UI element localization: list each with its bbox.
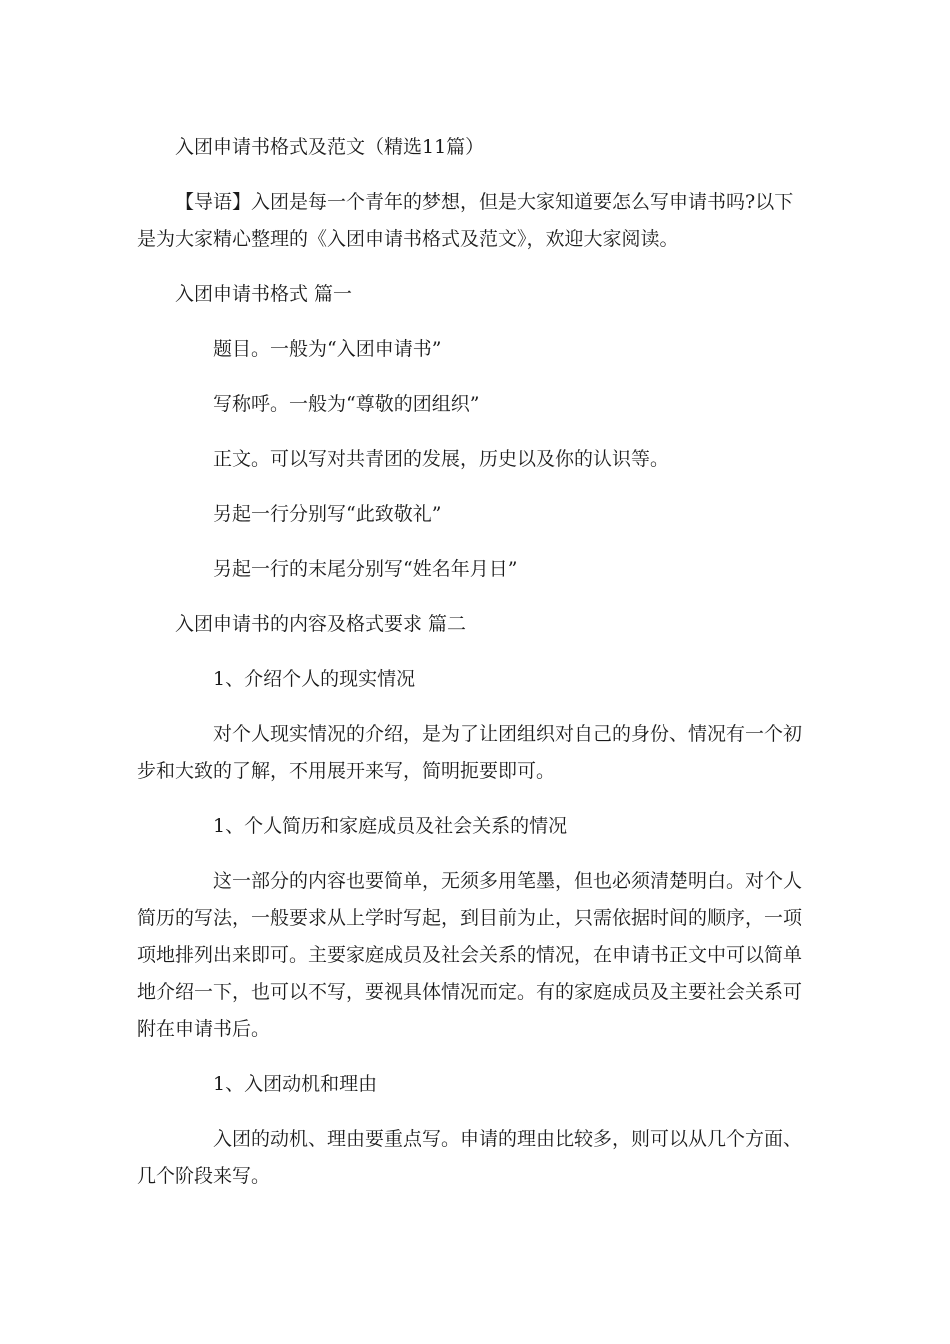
subsection-title: 1、个人简历和家庭成员及社会关系的情况 xyxy=(213,815,568,837)
section1-item: 另起一行分别写“此致敬礼” xyxy=(213,503,442,525)
subsection-title: 1、介绍个人的现实情况 xyxy=(213,668,416,690)
paragraph-line: 简历的写法，一般要求从上学时写起，到目前为止，只需依据时间的顺序，一项 xyxy=(137,907,803,929)
paragraph-line: 这一部分的内容也要简单，无须多用笔墨，但也必须清楚明白。对个人 xyxy=(213,870,803,892)
paragraph-line: 附在申请书后。 xyxy=(137,1018,271,1040)
section1-item: 另起一行的末尾分别写“姓名年月日” xyxy=(213,558,518,580)
section1-item: 题目。一般为“入团申请书” xyxy=(213,338,442,360)
section2-heading: 入团申请书的内容及格式要求 篇二 xyxy=(175,613,467,635)
subsection-title: 1、入团动机和理由 xyxy=(213,1073,378,1095)
intro-line-1: 【导语】入团是每一个青年的梦想，但是大家知道要怎么写申请书吗?以下 xyxy=(175,191,794,213)
paragraph-line: 步和大致的了解，不用展开来写，简明扼要即可。 xyxy=(137,760,556,782)
document-title: 入团申请书格式及范文（精选11篇） xyxy=(175,136,485,158)
paragraph-line: 几个阶段来写。 xyxy=(137,1165,271,1187)
paragraph-line: 对个人现实情况的介绍，是为了让团组织对自己的身份、情况有一个初 xyxy=(213,723,803,745)
section1-heading: 入团申请书格式 篇一 xyxy=(175,283,353,305)
paragraph-line: 地介绍一下，也可以不写，要视具体情况而定。有的家庭成员及主要社会关系可 xyxy=(137,981,803,1003)
section1-item: 写称呼。一般为“尊敬的团组织” xyxy=(213,393,480,415)
section1-item: 正文。可以写对共青团的发展，历史以及你的认识等。 xyxy=(213,448,670,470)
intro-line-2: 是为大家精心整理的《入团申请书格式及范文》，欢迎大家阅读。 xyxy=(137,228,679,250)
paragraph-line: 入团的动机、理由要重点写。申请的理由比较多，则可以从几个方面、 xyxy=(213,1128,803,1150)
paragraph-line: 项地排列出来即可。主要家庭成员及社会关系的情况，在申请书正文中可以简单 xyxy=(137,944,803,966)
